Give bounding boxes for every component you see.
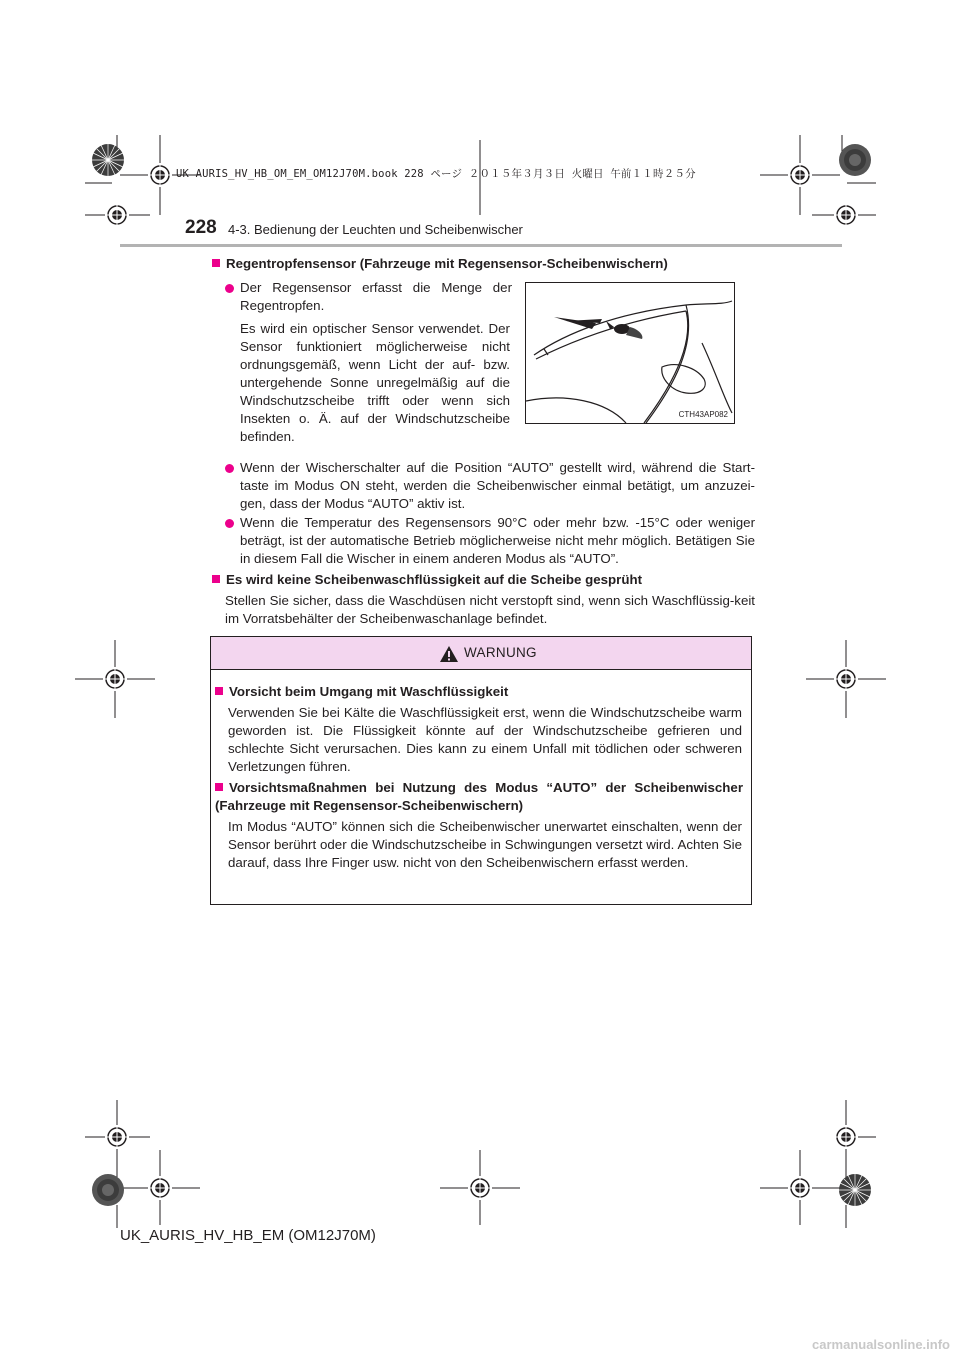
warning-item-2-text: Im Modus “AUTO” können sich die Scheibenwischer unerwartet einschalten, wenn der Sensor berührt oder die Windschutzscheibe in Schwingungen versetzt wird. Achten Sie darauf, dass Ihre Finger usw. nicht von den Scheibenwischern erfasst werden. bbox=[228, 819, 742, 870]
watermark: carmanualsonline.info bbox=[812, 1337, 950, 1352]
registration-mark-icon bbox=[788, 1176, 812, 1200]
warning-triangle-icon bbox=[439, 645, 459, 663]
pink-circle-bullet-icon bbox=[225, 519, 234, 528]
rain-sensor-paragraph: Es wird ein optischer Sensor verwendet. Der Sensor funktioniert möglicherweise nicht ordnungsgemäß, wenn Licht der auf- bzw. untergehende Sonne unregelmäßig auf die Windschutzscheibe trifft oder wenn sich Insekten o. Ä. auf der Windschutzscheibe befinden. bbox=[240, 321, 510, 444]
windshield-drawing bbox=[526, 283, 734, 423]
registration-mark-icon bbox=[148, 1176, 172, 1200]
windshield-sensor-illustration bbox=[525, 282, 735, 424]
pink-square-bullet-icon bbox=[212, 259, 220, 267]
warning-item-1-heading: Vorsicht beim Umgang mit Waschflüssigkeit bbox=[215, 683, 745, 701]
pink-square-bullet-icon bbox=[215, 687, 223, 695]
pink-circle-bullet-icon bbox=[225, 284, 234, 293]
illustration-code: CTH43AP082 bbox=[678, 410, 728, 419]
color-bar-wheel-icon bbox=[838, 1173, 872, 1207]
registration-mark-icon bbox=[105, 1125, 129, 1149]
pink-square-bullet-icon bbox=[215, 783, 223, 791]
registration-mark-icon bbox=[834, 203, 858, 227]
rain-sensor-heading: Regentropfensensor (Fahrzeuge mit Regensensor-Scheibenwischern) bbox=[212, 255, 752, 273]
warning-box bbox=[210, 636, 752, 905]
registration-mark-icon bbox=[468, 1176, 492, 1200]
print-info-line: UK AURIS_HV_HB_OM_EM_OM12J70M.book 228 ページ ２０１５年３月３日 火曜日 午前１１時２５分 bbox=[176, 168, 696, 180]
header-divider bbox=[120, 244, 842, 247]
color-bar-wheel-icon bbox=[838, 143, 872, 177]
warning-title: WARNUNG bbox=[464, 645, 537, 660]
warning-item-1-text: Verwenden Sie bei Kälte die Waschflüssigkeit erst, wenn die Windschutzscheibe warm geworden ist. Die Flüssigkeit könnte auf der Windschutzscheibe gefrieren und schlechte Sicht verursachen. Dies kann zu einem Unfall mit tödlichen oder schweren Verletzungen führen. bbox=[228, 705, 742, 774]
registration-mark-icon bbox=[148, 163, 172, 187]
color-bar-wheel-icon bbox=[91, 1173, 125, 1207]
footer-doc-code: UK_AURIS_HV_HB_EM (OM12J70M) bbox=[120, 1227, 376, 1244]
page-number: 228 bbox=[185, 217, 217, 238]
pink-square-bullet-icon bbox=[212, 575, 220, 583]
registration-mark-icon bbox=[103, 667, 127, 691]
pink-circle-bullet-icon bbox=[225, 464, 234, 473]
registration-mark-icon bbox=[834, 667, 858, 691]
registration-mark-icon bbox=[788, 163, 812, 187]
washer-text: Stellen Sie sicher, dass die Waschdüsen nicht verstopft sind, wenn sich Waschflüssig-keit im Vorratsbehälter der Scheibenwaschanlage befindet. bbox=[225, 593, 755, 626]
warning-header bbox=[211, 637, 751, 670]
registration-mark-icon bbox=[105, 203, 129, 227]
section-title: 4-3. Bedienung der Leuchten und Scheibenwischer bbox=[228, 222, 523, 237]
washer-heading: Es wird keine Scheibenwaschflüssigkeit auf die Scheibe gesprüht bbox=[212, 571, 752, 589]
registration-mark-icon bbox=[834, 1125, 858, 1149]
warning-item-2-heading: Vorsichtsmaßnahmen bei Nutzung des Modus “AUTO” der Scheibenwischer (Fahrzeuge mit Regensensor-Scheibenwischern) bbox=[215, 780, 743, 813]
color-bar-wheel-icon bbox=[91, 143, 125, 177]
